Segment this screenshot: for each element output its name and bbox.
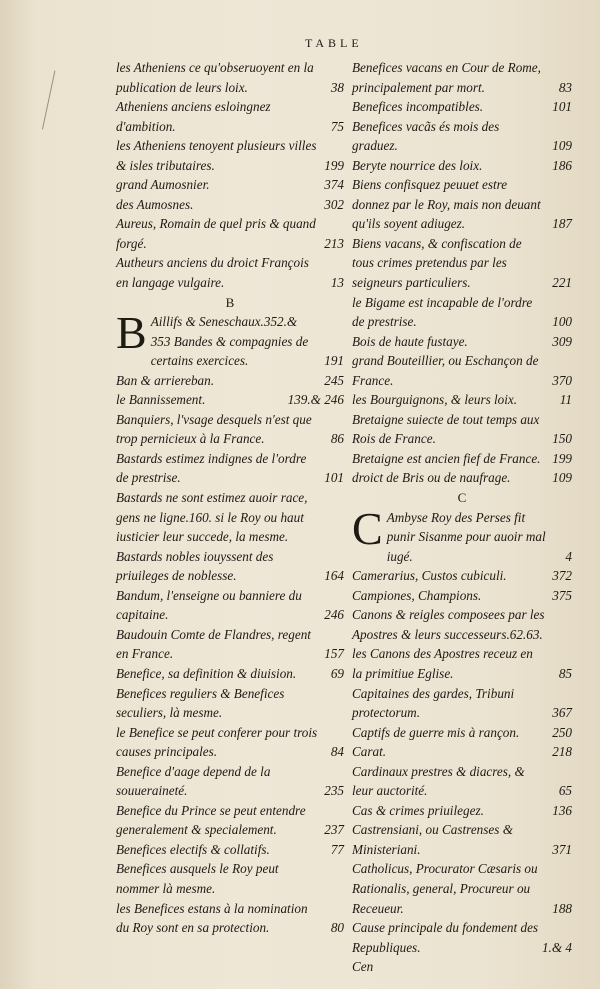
page-reference: 150 — [552, 431, 572, 447]
index-entry — [352, 468, 572, 488]
index-entry — [352, 234, 572, 293]
index-entry — [352, 58, 572, 97]
entry-text: Castrensiani, ou Castrenses & Ministeriani. — [352, 822, 513, 857]
page-reference: 191 — [324, 353, 344, 369]
entry-text: Benefice, sa definition & diuision. — [116, 665, 297, 681]
entry-text: Beryte nourrice des loix. — [352, 157, 483, 173]
page-reference: 109 — [552, 470, 572, 486]
index-entry — [116, 723, 344, 762]
entry-text: Campiones, Champions. — [352, 587, 482, 603]
index-entry — [116, 307, 344, 371]
index-entry — [116, 625, 344, 664]
entry-text: Bois de haute fustaye. — [352, 333, 468, 349]
page-reference: 83 — [558, 79, 572, 95]
index-entry — [116, 175, 344, 195]
entry-text: Aureus, Romain de quel pris & quand forgé. — [116, 216, 316, 251]
page-reference: 374 — [324, 177, 344, 193]
page-reference: 86 — [330, 431, 344, 447]
margin-stroke — [42, 70, 75, 133]
drop-capital: B — [116, 307, 147, 359]
page-reference: 75 — [330, 118, 344, 134]
page-reference: 372 — [552, 568, 572, 584]
index-entry — [352, 390, 572, 410]
entry-text: Cardinaux prestres & diacres, & leur auctorité. — [352, 763, 525, 799]
page-reference: 139.& 246 — [287, 392, 344, 408]
page-reference: 187 — [552, 216, 572, 232]
section-letter: B — [225, 294, 235, 310]
entry-text: Captifs de guerre mis à rançon. — [352, 724, 520, 740]
page-reference: 367 — [552, 705, 572, 721]
index-entry — [352, 156, 572, 176]
page-reference: 245 — [324, 372, 344, 388]
index-entry — [352, 918, 572, 957]
running-header: TABLE — [305, 36, 363, 50]
entry-text: Atheniens anciens esloingnez d'ambition. — [116, 99, 271, 134]
entry-text: les Canons des Apostres receuz en la primitiue Eglise. — [352, 646, 533, 681]
entry-text: Benefices electifs & collatifs. — [116, 841, 270, 857]
page-reference: 101 — [324, 470, 344, 486]
entry-text: Carat. — [352, 744, 387, 760]
index-entry — [116, 136, 344, 175]
index-entry — [352, 684, 572, 723]
page-reference: 11 — [559, 392, 572, 408]
index-entry — [352, 957, 572, 977]
entry-text: Bretaigne est ancien fief de France. — [352, 450, 541, 466]
index-entry — [352, 586, 572, 606]
page-reference: 375 — [552, 587, 572, 603]
index-entry — [352, 410, 572, 449]
entry-text: droict de Bris ou de naufrage. — [352, 470, 511, 486]
page-reference: 213 — [324, 235, 344, 251]
index-entry — [116, 899, 344, 938]
entry-text: le Benefice se peut conferer pour trois causes principales. — [116, 724, 318, 760]
entry-text: le Bannissement. — [116, 392, 206, 408]
page-reference: 13 — [330, 275, 344, 291]
entry-text: Ambyse Roy des Perses fit punir Sisanme pour auoir mal iugé. — [386, 509, 546, 564]
entry-text: Catholicus, Procurator Cæsaris ou Rationalis, general, Procureur ou Receueur. — [352, 861, 538, 916]
entry-text: Autheurs anciens du droict François en langage vulgaire. — [116, 255, 309, 291]
index-entry — [116, 488, 344, 547]
entry-text: Bretaigne suiecte de tout temps aux Rois de France. — [352, 411, 540, 447]
index-entry — [352, 801, 572, 821]
entry-text: Biens vacans, & confiscation de tous crimes pretendus par les seigneurs particuliers. — [352, 235, 522, 291]
index-entry — [352, 859, 572, 918]
entry-text: Ban & arriereban. — [116, 372, 215, 388]
page-reference: 309 — [552, 333, 572, 349]
index-column-left — [116, 58, 344, 938]
index-entry — [116, 195, 344, 215]
index-entry — [116, 586, 344, 625]
page-reference: 246 — [324, 607, 344, 623]
page-reference: 199 — [324, 157, 344, 173]
index-entry — [352, 332, 572, 352]
page-reference: 221 — [552, 275, 572, 291]
page-reference: 84 — [330, 744, 344, 760]
index-entry — [352, 175, 572, 234]
index-entry — [116, 449, 344, 488]
index-entry — [116, 684, 344, 723]
page-reference: 38 — [330, 79, 344, 95]
page-reference: 1.& 4 — [541, 939, 572, 955]
index-entry — [116, 97, 344, 136]
page-reference: 186 — [552, 157, 572, 173]
entry-text: des Aumosnes. — [116, 196, 194, 212]
entry-text: Camerarius, Custos cubiculi. — [352, 568, 507, 584]
index-entry — [352, 605, 572, 644]
index-entry — [116, 390, 344, 410]
index-entry — [116, 762, 344, 801]
entry-text: Cen — [352, 959, 374, 975]
entry-text: Benefices reguliers & Benefices seculiers, là mesme. — [116, 685, 285, 721]
index-entry — [352, 97, 572, 117]
entry-text: Cause principale du fondement des Republiques. — [352, 920, 539, 955]
index-entry — [352, 742, 572, 762]
entry-text: Benefice d'aage depend de la souueraineté. — [116, 763, 271, 799]
page-reference: 65 — [558, 783, 572, 799]
page-reference: 109 — [552, 138, 572, 154]
entry-text: Aillifs & Seneschaux.352.& 353 Bandes & compagnies de certains exercices. — [150, 314, 309, 369]
page-reference: 302 — [324, 196, 344, 212]
entry-text: les Atheniens ce qu'obseruoyent en la publication de leurs loix. — [116, 60, 314, 95]
entry-text: Baudouin Comte de Flandres, regent en France. — [116, 626, 311, 662]
page-reference: 69 — [330, 665, 344, 681]
index-entry — [116, 859, 344, 898]
entry-text: Benefices vacans en Cour de Rome, principalement par mort. — [352, 60, 541, 95]
page-reference: 250 — [552, 724, 572, 740]
page-reference: 77 — [330, 841, 344, 857]
entry-text: Cas & crimes priuilegez. — [352, 802, 484, 818]
entry-text: Benefices incompatibles. — [352, 99, 484, 115]
index-entry — [116, 58, 344, 97]
index-entry — [352, 449, 572, 469]
index-entry — [352, 762, 572, 801]
entry-text: Canons & reigles composees par les Apostres & leurs successeurs.62.63. — [352, 607, 545, 642]
entry-text: Benefices vacãs és mois des graduez. — [352, 118, 500, 154]
drop-capital: C — [352, 502, 383, 554]
index-entry — [352, 293, 572, 332]
entry-text: Banquiers, l'vsage desquels n'est que trop pernicieux à la France. — [116, 411, 312, 447]
index-entry — [116, 547, 344, 586]
page-reference: 164 — [324, 568, 344, 584]
page-reference: 370 — [552, 372, 572, 388]
entry-text: Bastards estimez indignes de l'ordre de prestrise. — [116, 450, 307, 486]
page-reference: 218 — [552, 744, 572, 760]
section-letter: C — [457, 490, 467, 506]
index-entry — [116, 801, 344, 840]
entry-text: les Bourguignons, & leurs loix. — [352, 392, 518, 408]
index-column-right — [352, 58, 572, 977]
index-entry — [352, 117, 572, 156]
entry-text: Benefice du Prince se peut entendre generalement & specialement. — [116, 802, 306, 838]
entry-text: les Atheniens tenoyent plusieurs villes & isles tributaires. — [116, 138, 317, 173]
page-reference: 199 — [552, 450, 572, 466]
entry-text: grand Aumosnier. — [116, 177, 210, 193]
entry-text: Bandum, l'enseigne ou banniere du capitaine. — [116, 587, 302, 623]
index-entry — [116, 214, 344, 253]
entry-text: Biens confisquez peuuet estre donnez par le Roy, mais non deuant qu'ils soyent adiugez. — [352, 177, 541, 232]
entry-text: Bastards ne sont estimez auoir race, gens ne ligne.160. si le Roy ou haut iusticier leur succede, la mesme. — [116, 490, 308, 545]
page-reference: 237 — [324, 822, 344, 838]
page-reference: 100 — [552, 314, 572, 330]
index-entry — [352, 351, 572, 390]
index-entry — [116, 840, 344, 860]
page-reference: 4 — [565, 548, 572, 564]
page-reference: 157 — [324, 646, 344, 662]
entry-text: le Bigame est incapable de l'ordre de prestrise. — [352, 294, 533, 330]
page-reference: 371 — [552, 841, 572, 857]
entry-text: Benefices ausquels le Roy peut nommer là mesme. — [116, 861, 279, 896]
index-entry — [116, 410, 344, 449]
index-entry — [352, 820, 572, 859]
page-reference: 188 — [552, 900, 572, 916]
page-reference: 101 — [552, 99, 572, 115]
page-reference: 235 — [324, 783, 344, 799]
index-entry — [352, 566, 572, 586]
page-reference: 80 — [330, 920, 344, 936]
entry-text: Capitaines des gardes, Tribuni protectorum. — [352, 685, 515, 721]
entry-text: grand Bouteillier, ou Eschançon de France. — [352, 353, 539, 388]
index-entry — [352, 723, 572, 743]
index-entry — [116, 253, 344, 292]
entry-text: les Benefices estans à la nomination du Roy sont en sa protection. — [116, 900, 308, 936]
index-entry — [116, 371, 344, 391]
page-reference: 85 — [558, 665, 572, 681]
page-reference: 136 — [552, 802, 572, 818]
index-entry — [352, 502, 572, 567]
index-entry — [116, 664, 344, 684]
entry-text: Bastards nobles iouyssent des priuileges de noblesse. — [116, 548, 274, 584]
index-entry — [352, 644, 572, 683]
